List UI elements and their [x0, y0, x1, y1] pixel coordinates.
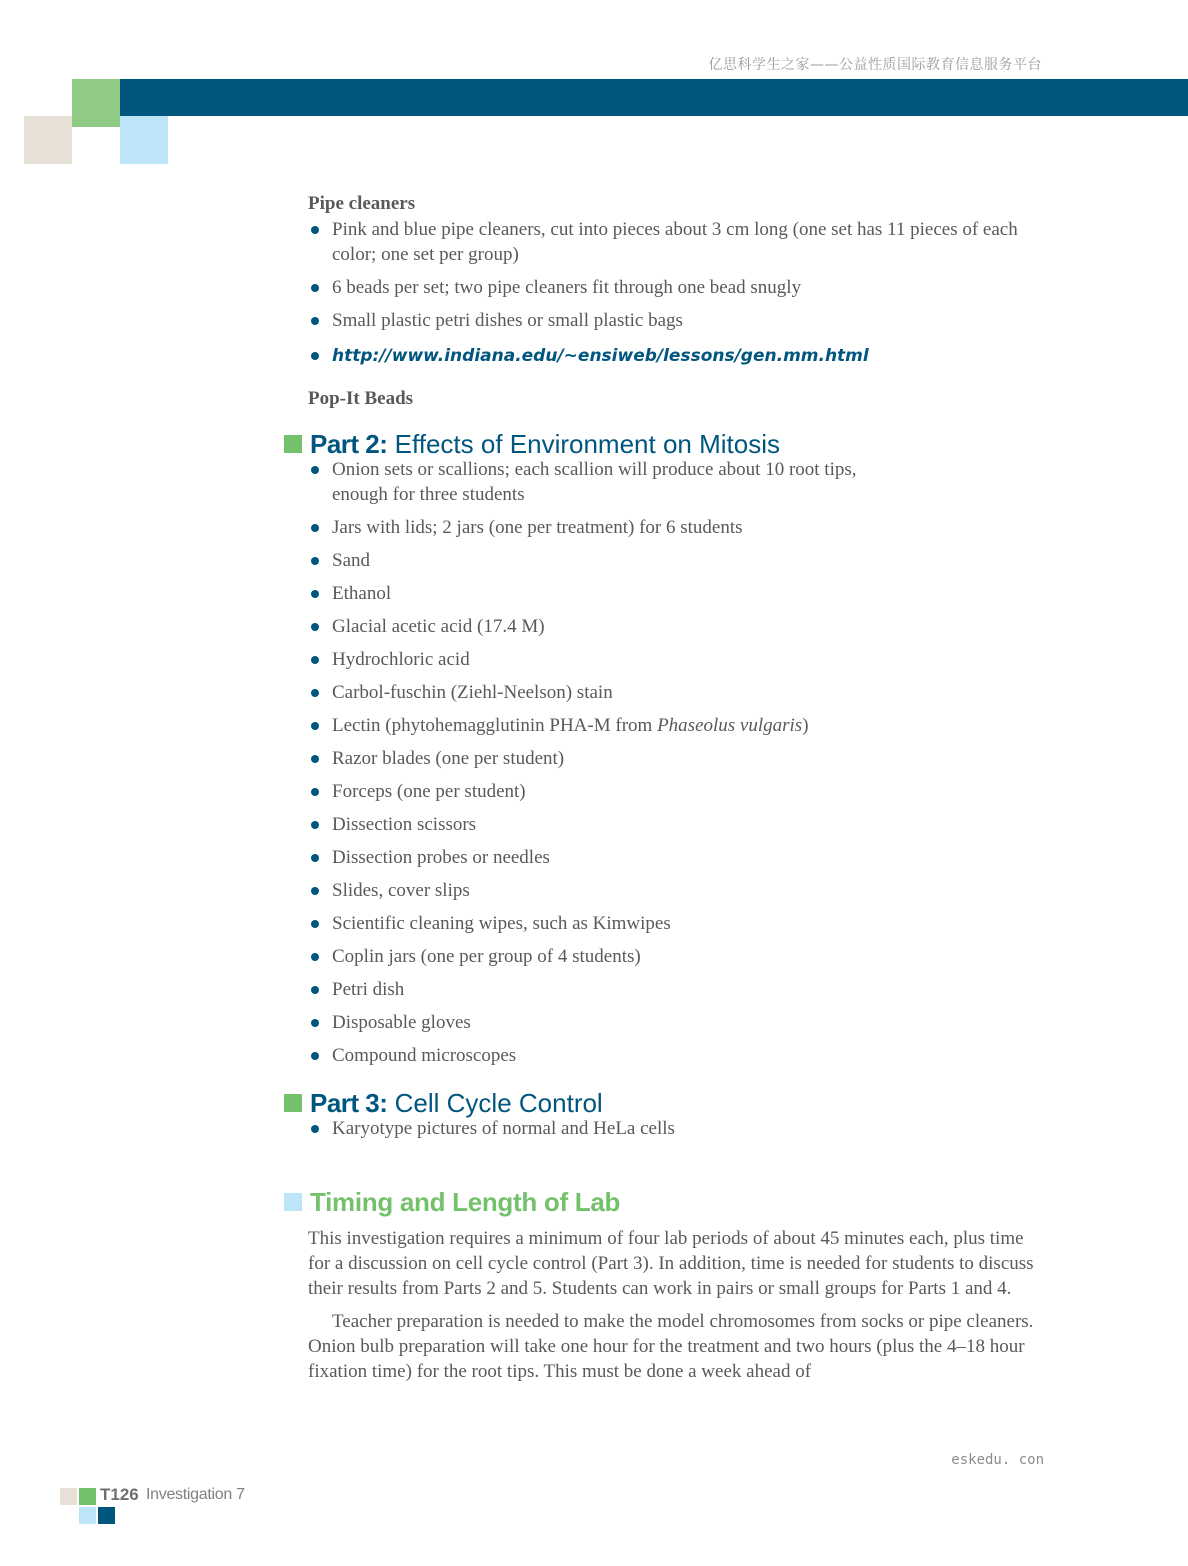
subheading-pop-it-beads: Pop-It Beads [308, 388, 414, 409]
list-item: Sand [308, 548, 1048, 573]
list-item: Ethanol [308, 581, 1048, 606]
bullet-icon [311, 689, 319, 697]
timing-paragraph: Teacher preparation is needed to make the model chromosomes from socks or pipe cleaners. Onion bulb preparation will take one hour for the treatment and two hours (plus the 4–18 hour fixation time) for the root tips. This must be done a week ahead of [308, 1311, 1034, 1382]
list-item: Lectin (phytohemagglutinin PHA-M from Phaseolus vulgaris) [308, 713, 1048, 738]
list-item: Coplin jars (one per group of 4 students) [308, 944, 1048, 969]
section-square-icon [284, 435, 302, 453]
section-heading-part2: Part 2: Effects of Environment on Mitosis [284, 429, 1048, 459]
bullet-icon [311, 352, 319, 360]
list-item: Compound microscopes [308, 1043, 1048, 1068]
bullet-icon [311, 821, 319, 829]
bullet-icon [311, 656, 319, 664]
bullet-icon [311, 953, 319, 961]
main-content [308, 192, 1048, 1384]
decor-square-green [72, 79, 120, 127]
list-item: Dissection scissors [308, 812, 1048, 837]
list-item: Forceps (one per student) [308, 779, 1048, 804]
list-item: Petri dish [308, 977, 1048, 1002]
bullet-icon [311, 755, 319, 763]
list-item: Small plastic petri dishes or small plastic bags [308, 308, 1048, 333]
footer-square-beige [60, 1488, 77, 1505]
bullet-icon [311, 1125, 319, 1133]
footer-title: Investigation 7 [146, 1486, 245, 1503]
list-item: Glacial acetic acid (17.4 M) [308, 614, 1048, 639]
bullet-icon [311, 887, 319, 895]
list-item: Hydrochloric acid [308, 647, 1048, 672]
footer-square-green [79, 1488, 96, 1505]
list-item: Scientific cleaning wipes, such as Kimwipes [308, 911, 1048, 936]
list-item [308, 343, 1048, 369]
watermark-footer: eskedu. con [951, 1452, 1044, 1468]
list-item: Disposable gloves [308, 1010, 1048, 1035]
section-heading-part3: Part 3: Cell Cycle Control [284, 1088, 1048, 1118]
bullet-icon [311, 788, 319, 796]
bullet-icon [311, 1052, 319, 1060]
bullet-icon [311, 524, 319, 532]
bullet-icon [311, 1019, 319, 1027]
bullet-icon [311, 920, 319, 928]
list-item: Carbol-fuschin (Ziehl-Neelson) stain [308, 680, 1048, 705]
list-item: Pink and blue pipe cleaners, cut into pieces about 3 cm long (one set has 11 pieces of each color; one set per group) [308, 217, 1048, 267]
bullet-icon [311, 623, 319, 631]
header-bar [120, 79, 1188, 116]
timing-paragraph: This investigation requires a minimum of four lab periods of about 45 minutes each, plus time for a discussion on cell cycle control (Part 3). In addition, time is needed for students to discuss their results from Parts 2 and 5. Students can work in pairs or small groups for Parts 1 and 4. [308, 1228, 1034, 1299]
footer-square-light-blue [79, 1507, 96, 1524]
species-name: Phaseolus vulgaris [657, 715, 803, 736]
section-square-icon [284, 1193, 302, 1211]
list-item: Razor blades (one per student) [308, 746, 1048, 771]
watermark-header: 亿思科学生之家——公益性质国际教育信息服务平台 [708, 57, 1042, 73]
list-item: Karyotype pictures of normal and HeLa cells [308, 1116, 1048, 1141]
section-heading-timing: Timing and Length of Lab [284, 1187, 1048, 1217]
bullet-icon [311, 466, 319, 474]
bullet-icon [311, 854, 319, 862]
page-number: T126 [100, 1485, 139, 1504]
decor-square-light-blue [120, 116, 168, 164]
bullet-icon [311, 557, 319, 565]
bullet-icon [311, 317, 319, 325]
decor-square-beige [24, 116, 72, 164]
section-square-icon [284, 1094, 302, 1112]
bullet-icon [311, 722, 319, 730]
bullet-icon [311, 284, 319, 292]
list-item: Dissection probes or needles [308, 845, 1048, 870]
list-item: Slides, cover slips [308, 878, 1048, 903]
resource-link[interactable]: http://www.indiana.edu/~ensiweb/lessons/gen.mm.html [332, 346, 869, 366]
bullet-icon [311, 226, 319, 234]
subheading-pipe-cleaners: Pipe cleaners [308, 193, 416, 214]
bullet-icon [311, 986, 319, 994]
footer-square-blue [98, 1507, 115, 1524]
list-item: 6 beads per set; two pipe cleaners fit through one bead snugly [308, 275, 1048, 300]
part2-materials-list [308, 457, 1048, 1068]
part3-materials-list [308, 1116, 1048, 1141]
list-item: Jars with lids; 2 jars (one per treatment) for 6 students [308, 515, 1048, 540]
pipe-cleaners-list [308, 217, 1048, 369]
bullet-icon [311, 590, 319, 598]
list-item: Onion sets or scallions; each scallion will produce about 10 root tips, enough for three students [308, 457, 1048, 507]
